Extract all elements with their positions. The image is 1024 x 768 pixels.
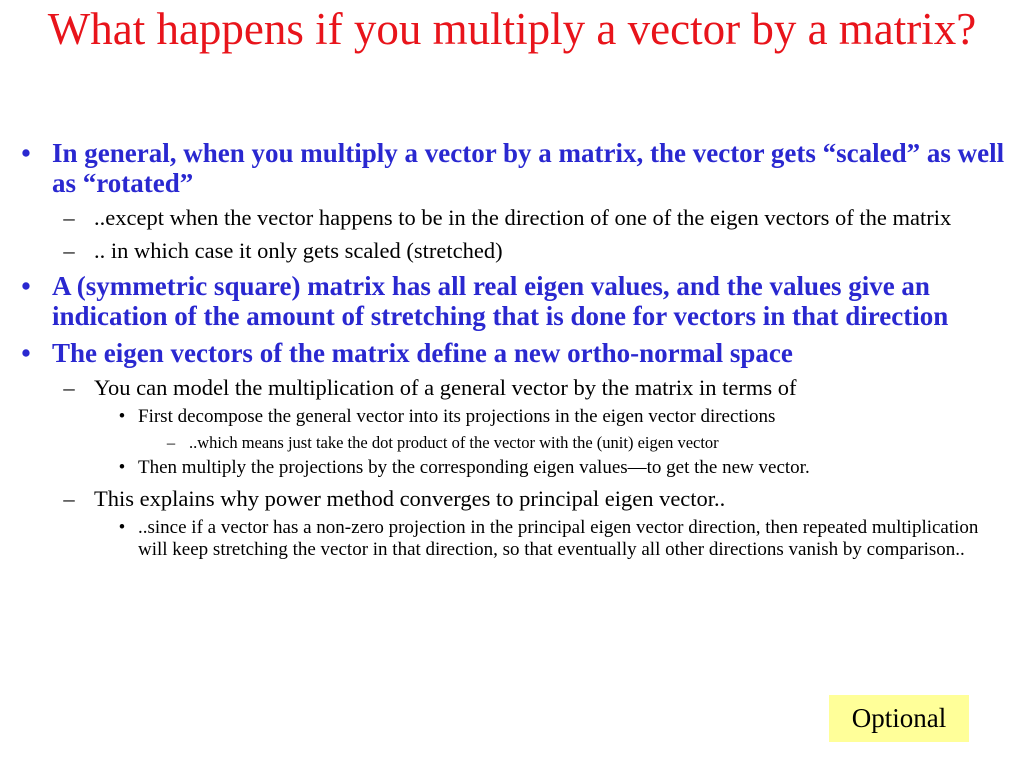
bullet-marker: • [118, 457, 126, 478]
bullet-marker: • [21, 138, 31, 168]
optional-badge: Optional [829, 695, 969, 742]
slide-content [16, 131, 1012, 561]
bullet-item [16, 338, 1012, 368]
sub-bullet-text: ..except when the vector happens to be in the direction of one of the eigen vectors of the matrix [94, 205, 952, 230]
bullet-marker: • [21, 271, 31, 301]
sub-sub-bullet-item [16, 517, 1012, 561]
bullet-item [16, 138, 1012, 198]
dash-marker: – [63, 375, 75, 400]
bullet-marker: • [21, 338, 31, 368]
sub-bullet-item [16, 205, 1012, 231]
sub-bullet-item [16, 375, 1012, 401]
bullet-marker: • [118, 517, 126, 538]
sub-sub-bullet-item [16, 406, 1012, 428]
bullet-text: In general, when you multiply a vector by a matrix, the vector gets “scaled” as well as “rotated” [52, 138, 1005, 198]
dash-marker: – [63, 205, 75, 230]
sub-bullet-item [16, 238, 1012, 264]
bullet-text: A (symmetric square) matrix has all real eigen values, and the values give an indication of the amount of stretching that is done for vectors in that direction [52, 271, 949, 331]
sub-bullet-text: This explains why power method converges to principal eigen vector.. [94, 486, 726, 511]
sub-bullet-text: You can model the multiplication of a general vector by the matrix in terms of [94, 375, 797, 400]
level4-bullet-item [16, 433, 1012, 452]
sub-sub-bullet-text: ..since if a vector has a non-zero projection in the principal eigen vector direction, then repeated multiplication will keep stretching the vector in that direction, so that eventually all other directions vanish by comparison.. [138, 517, 979, 560]
dash-marker: – [166, 433, 176, 452]
sub-bullet-text: .. in which case it only gets scaled (stretched) [94, 238, 503, 263]
bullet-text: The eigen vectors of the matrix define a new ortho-normal space [52, 338, 793, 368]
sub-sub-bullet-text: First decompose the general vector into its projections in the eigen vector directions [138, 406, 776, 427]
sub-sub-bullet-text: Then multiply the projections by the corresponding eigen values—to get the new vector. [138, 457, 810, 478]
sub-sub-bullet-item [16, 457, 1012, 479]
sub-bullet-item [16, 486, 1012, 512]
dash-marker: – [63, 238, 75, 263]
dash-marker: – [63, 486, 75, 511]
slide-title: What happens if you multiply a vector by a matrix? [47, 4, 977, 54]
bullet-item [16, 271, 1012, 331]
bullet-marker: • [118, 406, 126, 427]
level4-bullet-text: ..which means just take the dot product of the vector with the (unit) eigen vector [189, 433, 719, 452]
